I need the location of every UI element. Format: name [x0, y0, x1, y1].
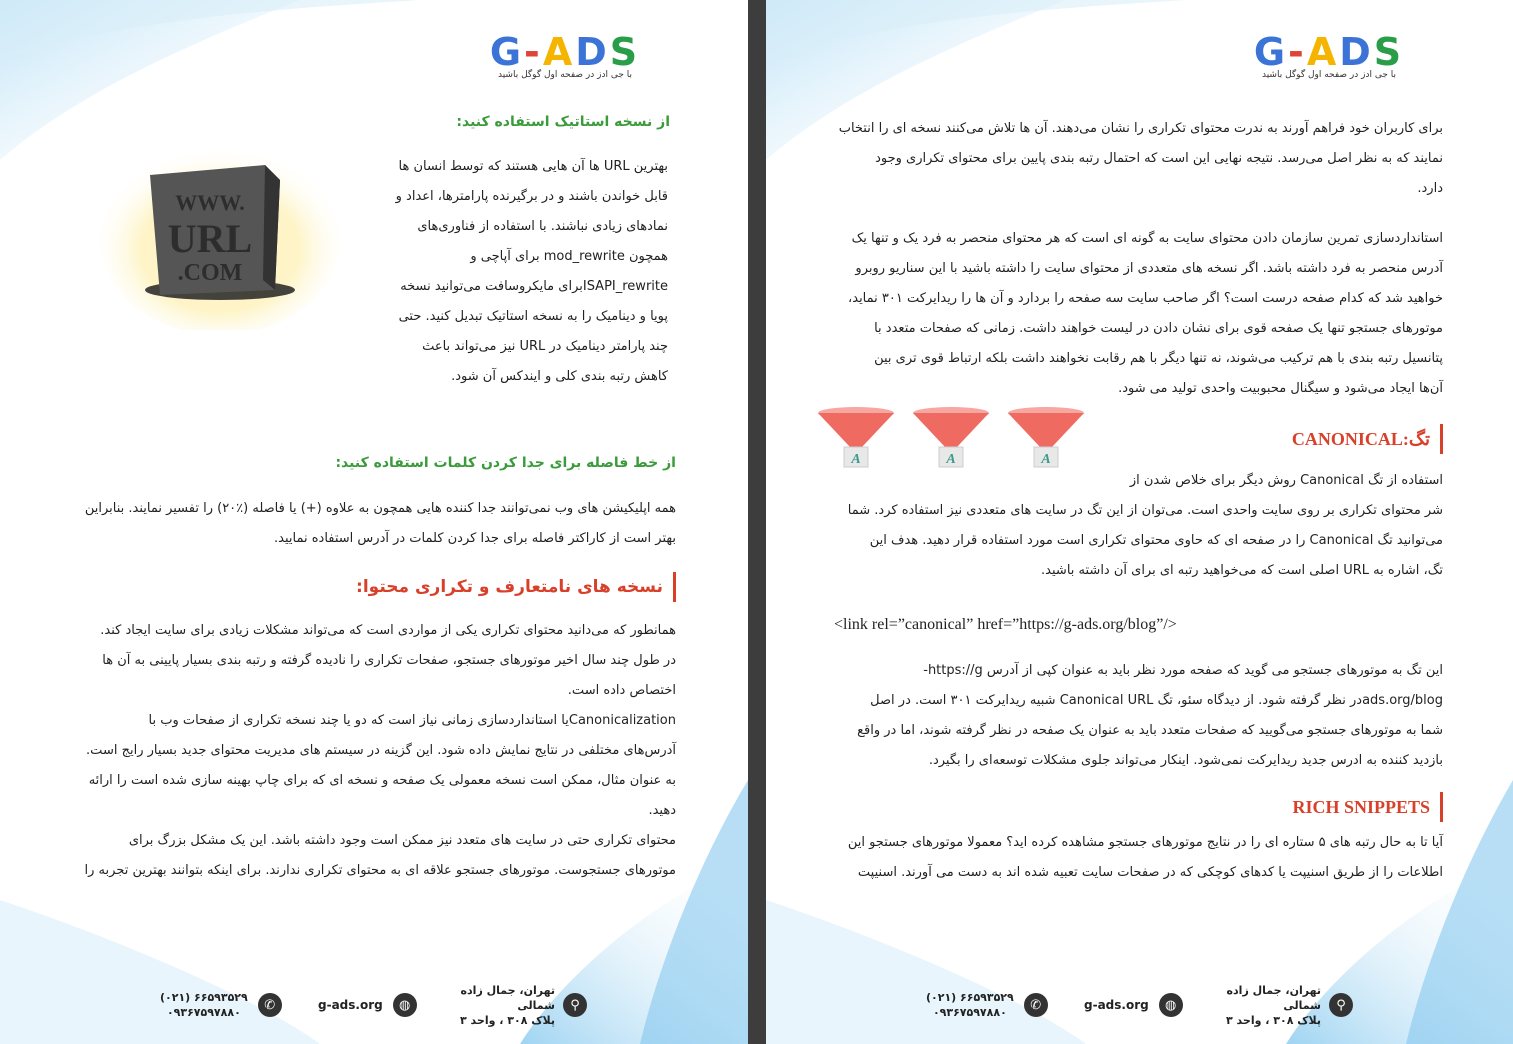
- svg-text:.COM: .COM: [177, 260, 243, 286]
- duplicate-content-paragraph: همانطور که می‌دانید محتوای تکراری یکی از مواردی است که می‌تواند مشکلات زیادی برای سایت ایجاد کند. در طول چند سال اخیر موتورهای جستجو، صفحات تکراری را نادیده گرفته و رتبه بندی بسیار پایینی به آن ها اختصاص داده است. Canonicalizationیا استانداردسازی زمانی نیاز است که دو یا چند نسخه تکراری از صفحات وب با آدرس‌های مختلفی در نتایج نمایش داده شود. این گزینه در سیستم های مدیریت محتوای جدید بسیار رایج است. به عنوان مثال، ممکن است نسخه معمولی یک صفحه و نسخه ای که برای چاپ بهینه سازی شده است را ارائه دهید. محتوای تکراری حتی در سایت های متعدد نیز ممکن است وجود داشته باشد. این یک مشکل بزرگ برای موتورهای جستجوست. موتورهای جستجو علاقه ای به محتوای تکراری ندارند. برای اینکه بتوانند بهترین تجربه را: [84, 623, 676, 878]
- page-footer: [766, 985, 1513, 1025]
- footer-website: g-ads.org ◍: [318, 985, 417, 1025]
- page-footer: [0, 985, 748, 1025]
- document-page-left: [0, 0, 748, 1044]
- rich-snippets-paragraph: آیا تا به حال رتبه های ۵ ستاره ای را در نتایج موتورهای جستجو مشاهده کرده اید؟ معمولا موتورهای جستجو این اطلاعات را از طریق اسنیپت یا کدهای کوچکی که در صفحات سایت تعبیه شده اند به دست می آورند. اسنیپت: [847, 835, 1443, 880]
- location-icon: ⚲: [563, 993, 587, 1017]
- phone-icon: ✆: [1024, 993, 1048, 1017]
- svg-text:URL: URL: [167, 216, 253, 261]
- heading-hyphen: از خط فاصله برای جدا کردن کلمات استفاده کنید:: [335, 455, 676, 471]
- static-version-paragraph: بهترین URL ها آن هایی هستند که توسط انسان ها قابل خواندن باشند و در برگیرنده پارامترها، اعداد و نمادهای زیادی نباشند. با استفاده از فناوری‌های همچون mod_rewrite برای آپاچی و ISAPI_rewriteبرای مایکروسافت می‌توانید نسخه پویا و دینامیک را به نسخه استاتیک تبدیل کنید. حتی چند پارامتر دینامیک در URL نیز می‌تواند باعث کاهش رتبه بندی کلی و ایندکس آن شود.: [395, 159, 668, 384]
- svg-text:A: A: [946, 452, 956, 467]
- g-ads-logo: G-ADS با جی ادز در صفحه اول گوگل باشید: [1244, 30, 1414, 80]
- heading-duplicate-content: نسخه های نامتعارف و تکراری محتوا:: [356, 572, 676, 602]
- footer-phone: (۰۲۱) ۶۶۵۹۳۵۲۹ ۰۹۳۶۷۵۹۷۸۸۰ ✆: [926, 985, 1048, 1025]
- url-stone-image: [95, 130, 345, 330]
- footer-address: تهران، جمال زاده شمالی پلاک ۳۰۸ ، واحد ۳ ⚲: [440, 985, 587, 1025]
- canonical-paragraph: استفاده از تگ Canonical روش دیگر برای خلاص شدن از شر محتوای تکراری بر روی سایت واحدی است. می‌توان از این تگ در سایت های متعددی نیز استفاده کرد. شما می‌توانید تگ Canonical را در صفحه ای که حاوی محتوای تکراری است مورد استفاده قرار دهید. هدف این تگ، اشاره به URL اصلی است که می‌خواهید رتبه ای برای آن داشته باشید.: [847, 473, 1443, 578]
- standardization-paragraph: استانداردسازی تمرین سازمان دادن محتوای سایت به گونه ای است که هر محتوای منحصر به فرد یک و تنها یک آدرس منحصر به فرد داشته باشد. اگر نسخه های متعددی از محتوای سایت را داشته باشید با این سناریو روبرو خواهید شد که کدام صفحه درست است؟ اگر صاحب سایت سه صفحه را بردارد و آن ها را ریدایرکت ۳۰۱ نماید، موتورهای جستجو تنها یک صفحه قوی برای نشان دادن در لیست خواهند داشت. زمانی که صفحات متعدد با پتانسیل رتبه بندی با هم ترکیب می‌شوند، نه تنها دیگر با هم رقابت نخواهند داشت بلکه ارتباط قوی تری بین آن‌ها ایجاد می‌شود و سیگنال محبوبیت واحدی تولید می شود.: [848, 231, 1443, 396]
- heading-rich-snippets: RICH SNIPPETS: [1292, 792, 1443, 822]
- canonical-code-sample: <link rel=”canonical” href=”https://g-ads.org/blog”/>: [834, 616, 1177, 633]
- globe-icon: ◍: [393, 993, 417, 1017]
- logo-tagline: با جی ادز در صفحه اول گوگل باشید: [497, 70, 633, 80]
- heading-canonical: تگ:CANONICAL: [1292, 424, 1443, 454]
- svg-text:A: A: [851, 452, 861, 467]
- globe-icon: ◍: [1159, 993, 1183, 1017]
- footer-address: تهران، جمال زاده شمالی پلاک ۳۰۸ ، واحد ۳ ⚲: [1206, 985, 1353, 1025]
- intro-paragraph: برای کاربران خود فراهم آورند به ندرت محتوای تکراری را نشان می‌دهند. آن ها تلاش می‌کنند نسخه ای را انتخاب نمایند که به نظر اصل می‌رسد. نتیجه نهایی این است که احتمال رتبه بندی پایین برای محتوای تکراری وجود دارد.: [838, 121, 1443, 196]
- footer-phone: (۰۲۱) ۶۶۵۹۳۵۲۹ ۰۹۳۶۷۵۹۷۸۸۰ ✆: [160, 985, 282, 1025]
- heading-static-version: از نسخه استاتیک استفاده کنید:: [456, 114, 670, 130]
- svg-text:A: A: [1041, 452, 1051, 467]
- canonical-explanation-paragraph: این تگ به موتورهای جستجو می گوید که صفحه مورد نظر باید به عنوان کپی از آدرس https://g- ads.org/blogدر نظر گرفته شود. از دیدگاه سئو، تگ Canonical URL شبیه ریدایرکت ۳۰۱ است. در اصل شما به موتورهای جستجو می‌گویید که صفحات متعدد باید به عنوان یک صفحه در نظر گرفته شوند، اما در واقع بازدید کننده به ادرس جدید ریدایرکت نمی‌شود. اینکار می‌تواند جلوی مشکلات توسعه‌ای را بگیرد.: [857, 663, 1443, 768]
- phone-icon: ✆: [258, 993, 282, 1017]
- logo-tagline: با جی ادز در صفحه اول گوگل باشید: [1261, 70, 1397, 80]
- footer-website: g-ads.org ◍: [1084, 985, 1183, 1025]
- hyphen-paragraph: همه اپلیکیشن های وب نمی‌توانند جدا کننده هایی همچون به علاوه (+) یا فاصله (٪۲۰) را تفسیر نمایند. بنابراین بهتر است از کاراکتر فاصله برای جدا کردن کلمات در آدرس استفاده نمایید.: [84, 501, 676, 546]
- svg-text:WWW.: WWW.: [175, 190, 245, 215]
- g-ads-logo: G-ADS با جی ادز در صفحه اول گوگل باشید: [480, 30, 650, 80]
- document-page-right: [766, 0, 1513, 1044]
- funnel-illustration: [816, 405, 1096, 475]
- location-icon: ⚲: [1329, 993, 1353, 1017]
